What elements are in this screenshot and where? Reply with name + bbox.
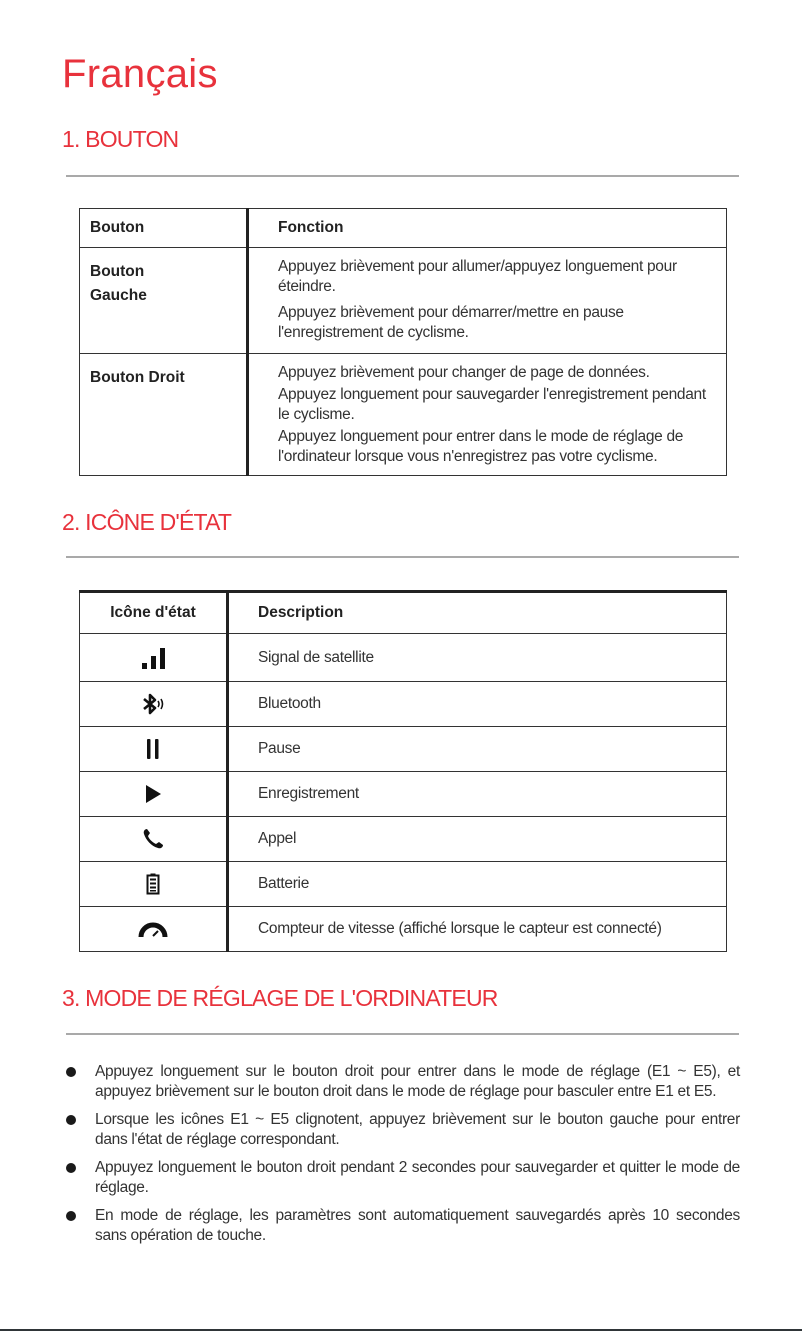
icon-cell (80, 772, 228, 817)
function-text: Appuyez brièvement pour allumer/appuyez longuement pour éteindre. (278, 258, 677, 295)
function-text: Appuyez longuement pour entrer dans le mode de réglage de l'ordinateur lorsque vous n'enregistrez pas votre cyclisme. (278, 428, 684, 465)
table-row (80, 682, 727, 727)
icon-description: Bluetooth (228, 682, 727, 727)
column-header-icon: Icône d'état (80, 592, 228, 634)
icon-description: Batterie (228, 862, 727, 907)
page-title: Français (62, 52, 218, 96)
play-icon (144, 784, 162, 804)
button-function-table (79, 208, 727, 476)
settings-bullet-list (66, 1062, 740, 1254)
icon-cell (80, 907, 228, 952)
speedometer-icon (138, 919, 168, 939)
icon-cell (80, 817, 228, 862)
bullet-text: Lorsque les icônes E1 ~ E5 clignotent, appuyez brièvement sur le bouton gauche pour entrer dans l'état de réglage correspondant. (95, 1111, 740, 1148)
icon-description: Pause (228, 727, 727, 772)
icon-description: Enregistrement (228, 772, 727, 817)
bullet-icon (66, 1067, 76, 1077)
section-heading-mode-reglage: 3. MODE DE RÉGLAGE DE L'ORDINATEUR (62, 985, 498, 1011)
table-row (80, 248, 727, 354)
section-heading-bouton: 1. BOUTON (62, 126, 179, 152)
column-header-button: Bouton (80, 209, 248, 248)
section-heading-icone-etat: 2. ICÔNE D'ÉTAT (62, 509, 232, 535)
table-header-row (80, 592, 727, 634)
icon-description: Compteur de vitesse (affiché lorsque le capteur est connecté) (228, 907, 727, 952)
table-row (80, 354, 727, 476)
function-cell (248, 248, 727, 354)
signal-bars-icon (140, 646, 166, 670)
battery-icon (146, 873, 160, 895)
function-text: Appuyez brièvement pour démarrer/mettre en pause l'enregistrement de cyclisme. (278, 304, 624, 341)
bullet-text: En mode de réglage, les paramètres sont automatiquement sauvegardés après 10 secondes sans opération de touche. (95, 1207, 740, 1244)
icon-description: Signal de satellite (228, 634, 727, 682)
table-header-row (80, 209, 727, 248)
bullet-icon (66, 1163, 76, 1173)
column-header-function: Fonction (248, 209, 727, 248)
table-row (80, 862, 727, 907)
table-row (80, 634, 727, 682)
bullet-icon (66, 1115, 76, 1125)
divider (66, 175, 739, 177)
column-header-description: Description (228, 592, 727, 634)
button-name-right: Bouton Droit (80, 354, 248, 476)
icon-cell (80, 862, 228, 907)
button-name-label: Bouton Gauche (90, 263, 147, 304)
table-row (80, 772, 727, 817)
function-cell (248, 354, 727, 476)
function-text: Appuyez brièvement pour changer de page de données. (278, 364, 650, 381)
icon-cell (80, 634, 228, 682)
bullet-icon (66, 1211, 76, 1221)
bullet-text: Appuyez longuement le bouton droit pendant 2 secondes pour sauvegarder et quitter le mode de réglage. (95, 1159, 740, 1196)
list-item (66, 1158, 740, 1198)
icon-cell (80, 682, 228, 727)
function-text: Appuyez longuement pour sauvegarder l'enregistrement pendant le cyclisme. (278, 386, 706, 423)
table-row (80, 907, 727, 952)
table-row (80, 817, 727, 862)
divider (66, 556, 739, 558)
bluetooth-icon (140, 693, 166, 715)
phone-icon (141, 827, 165, 851)
list-item (66, 1206, 740, 1246)
pause-icon (146, 738, 160, 760)
list-item (66, 1110, 740, 1150)
icon-description: Appel (228, 817, 727, 862)
status-icon-table (79, 590, 727, 952)
button-name-left (80, 248, 248, 354)
icon-cell (80, 727, 228, 772)
bullet-text: Appuyez longuement sur le bouton droit pour entrer dans le mode de réglage (E1 ~ E5), et appuyez brièvement sur le bouton droit dans le mode de réglage pour basculer entre E1 et E5. (95, 1063, 740, 1100)
divider (66, 1033, 739, 1035)
list-item (66, 1062, 740, 1102)
table-row (80, 727, 727, 772)
